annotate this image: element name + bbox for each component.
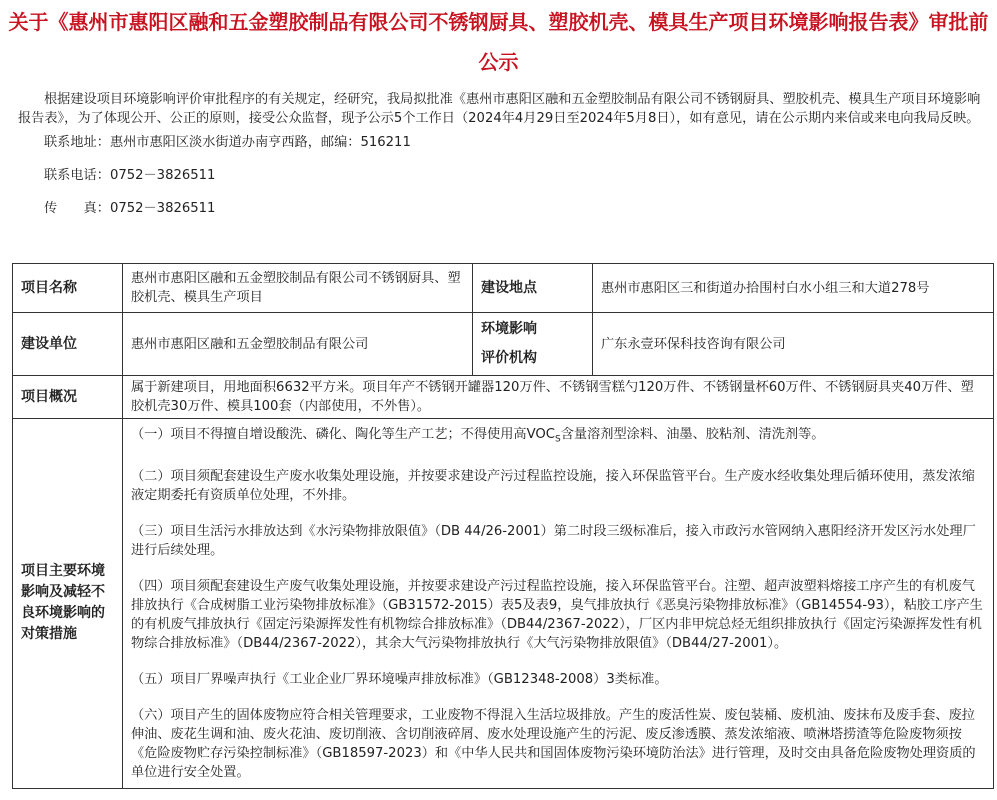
address-label: 联系地址：	[44, 135, 110, 150]
project-info-table	[12, 263, 994, 789]
phone-value: 0752－3826511	[109, 168, 216, 183]
fax-value: 0752－3826511	[109, 201, 216, 216]
location-label: 建设地点	[473, 264, 593, 313]
project-name-value: 惠州市惠阳区融和五金塑胶制品有限公司不锈钢厨具、塑胶机壳、模具生产项目	[123, 264, 473, 313]
project-name-label: 项目名称	[13, 264, 123, 313]
intro-paragraph: 根据建设项目环境影响评价审批程序的有关规定，经研究，我局拟批准《惠州市惠阳区融和五金塑胶制品有限公司不锈钢厨具、塑胶机壳、模具生产项目环境影响报告表》，为了体现公开、公正的原则，接受公众监督，现予公示5个工作日（2024年4月29日至2024年5月8日），如有意见，请在公示期内来信或来电向我局反映。	[18, 92, 981, 126]
contact-address	[0, 133, 997, 152]
measure-6: （六）项目产生的固体废物应符合相关管理要求，工业废物不得混入生活垃圾排放。产生的废活性炭、废包装桶、废机油、废抹布及废手套、废拉伸油、废花生调和油、废火花油、废切削液、含切削液碎屑、废水处理设施产生的污泥、废反渗透膜、蒸发浓缩液、喷淋塔捞渣等危险废物须按《危险废物贮存污染控制标准》（GB18597-2023）和《中华人民共和国固体废物污染环境防治法》进行管理，及时交由具备危险废物处理资质的单位进行安全处置。	[131, 707, 976, 780]
builder-value: 惠州市惠阳区融和五金塑胶制品有限公司	[123, 313, 473, 376]
table-row	[13, 419, 994, 789]
table-row	[13, 264, 994, 313]
eia-org-label	[473, 313, 593, 376]
eia-label-line-1: 环境影响	[481, 321, 537, 337]
fax-label: 传 真：	[44, 201, 110, 216]
contact-fax	[0, 199, 997, 218]
builder-label: 建设单位	[13, 313, 123, 376]
phone-label: 联系电话：	[44, 168, 110, 183]
measure-4: （四）项目须配套建设生产废气收集处理设施，并按要求建设产污过程监控设施，接入环保监管平台。注塑、超声波塑料熔接工序产生的有机废气排放执行《合成树脂工业污染物排放标准》（GB31572-2015）表5及表9，臭气排放执行《恶臭污染物排放标准》（GB14554-93），粘胶工序产生的有机废气排放执行《固定污染源挥发性有机物综合排放标准》（DB44/2367-2022），厂区内非甲烷总烃无组织排放执行《固定污染源挥发性有机物综合排放标准》（DB44/2367-2022），其余大气污染物排放执行《大气污染物排放限值》（DB44/27-2001）。	[131, 578, 983, 651]
measures-value	[123, 419, 994, 789]
eia-org-value: 广东永壹环保科技咨询有限公司	[593, 313, 994, 376]
contact-phone	[0, 166, 997, 185]
measure-2: （二）项目须配套建设生产废水收集处理设施，并按要求建设产污过程监控设施，接入环保监管平台。生产废水经收集处理后循环使用，蒸发浓缩液定期委托有资质单位处理，不外排。	[131, 468, 975, 503]
measure-1: （一）项目不得擅自增设酸洗、磷化、陶化等生产工艺；不得使用高$VOC_S$含量溶剂型涂料、油墨、胶粘剂、清洗剂等。	[131, 427, 825, 445]
address-value: 惠州市惠阳区淡水街道办南亨西路，邮编：516211	[109, 135, 411, 150]
table-row	[13, 313, 994, 376]
location-value: 惠州市惠阳区三和街道办拾围村白水小组三和大道278号	[593, 264, 994, 313]
overview-value: 属于新建项目，用地面积6632平方米。项目年产不锈钢开罐器120万件、不锈钢雪糕勺120万件、不锈钢量杯60万件、不锈钢厨具夹40万件、塑胶机壳30万件、模具100套（内部使用，不外售）。	[123, 376, 994, 419]
measure-3: （三）项目生活污水排放达到《水污染物排放限值》（DB 44/26-2001）第二时段三级标准后，接入市政污水管网纳入惠阳经济开发区污水处理厂进行后续处理。	[131, 523, 976, 558]
measure-5: （五）项目厂界噪声执行《工业企业厂界环境噪声排放标准》（GB12348-2008）3类标准。	[131, 671, 668, 687]
page-title: 关于《惠州市惠阳区融和五金塑胶制品有限公司不锈钢厨具、塑胶机壳、模具生产项目环境影响报告表》审批前公示	[8, 10, 989, 74]
table-row	[13, 376, 994, 419]
overview-label: 项目概况	[13, 376, 123, 419]
measures-label: 项目主要环境影响及减轻不良环境影响的对策措施	[13, 419, 123, 789]
eia-label-line-2: 评价机构	[481, 350, 537, 366]
